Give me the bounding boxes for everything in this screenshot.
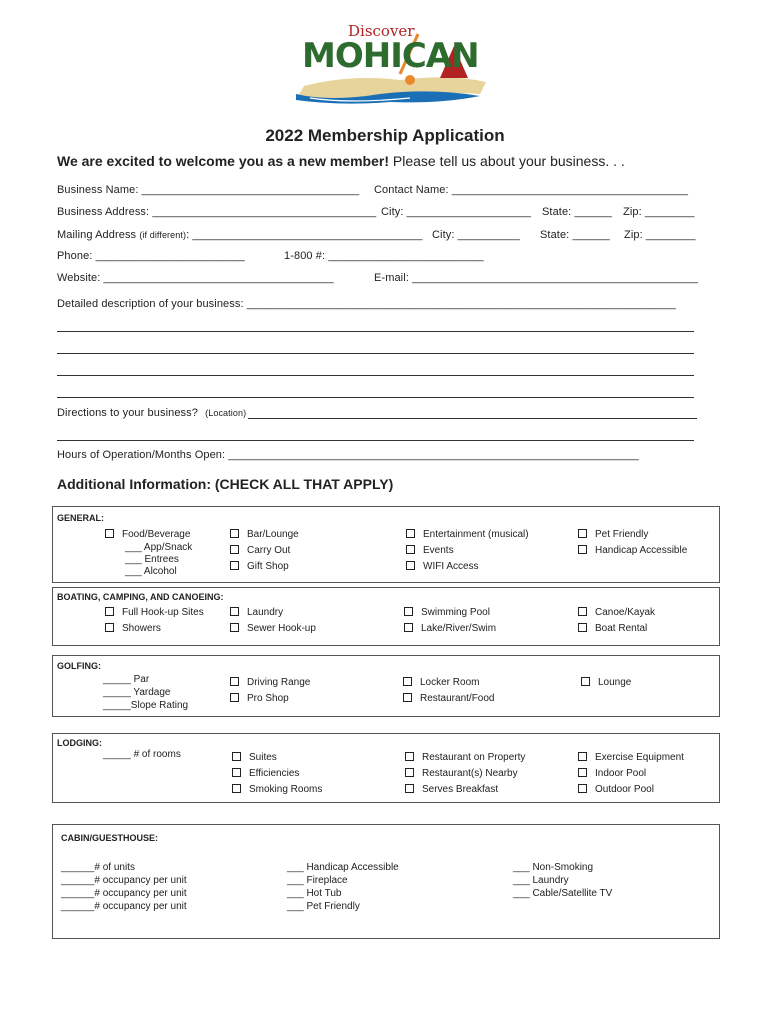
checkbox-label: Pet Friendly — [595, 529, 649, 540]
checkbox-icon[interactable] — [230, 545, 239, 554]
checkbox-label: Restaurant on Property — [422, 752, 526, 763]
boating-boatrental-checkbox[interactable] — [578, 623, 647, 634]
page-title: 2022 Membership Application — [265, 126, 505, 145]
contact-name-field[interactable]: Contact Name: ______________________________________ — [374, 184, 689, 196]
checkbox-icon[interactable] — [232, 784, 241, 793]
checkbox-icon[interactable] — [230, 623, 239, 632]
lodging-restaurant-property-checkbox[interactable] — [405, 752, 525, 763]
checkbox-icon[interactable] — [578, 784, 587, 793]
checkbox-label: Full Hook-up Sites — [122, 607, 204, 618]
logo-text-mohican: MOHICAN — [302, 36, 479, 76]
mailing-zip-field[interactable]: Zip: ________ — [624, 229, 696, 241]
boating-laundry-checkbox[interactable] — [230, 607, 283, 618]
checkbox-icon[interactable] — [105, 529, 114, 538]
logo-text-discover: Discover — [348, 22, 415, 40]
checkbox-label: Suites — [249, 752, 277, 763]
general-food-sub-2[interactable]: ___ Alcohol — [125, 566, 177, 577]
checkbox-icon[interactable] — [403, 677, 412, 686]
checkbox-label: Bar/Lounge — [247, 529, 299, 540]
checkbox-icon[interactable] — [404, 623, 413, 632]
directions-line[interactable] — [248, 418, 697, 419]
general-food-sub-0[interactable]: ___ App/Snack — [125, 542, 193, 553]
golfing-driving-checkbox[interactable] — [230, 677, 310, 688]
general-label: GENERAL: — [57, 513, 104, 523]
state-field[interactable]: State: ______ — [542, 206, 612, 218]
mailing-city-field[interactable]: City: __________ — [432, 229, 520, 241]
description-field[interactable]: Detailed description of your business: _____________________________________________________________________ — [57, 298, 676, 310]
checkbox-label: Lake/River/Swim — [421, 623, 497, 634]
intro-normal: Please tell us about your business. . . — [392, 153, 625, 169]
general-bar-checkbox[interactable] — [230, 529, 299, 540]
checkbox-label: Entertainment (musical) — [423, 529, 529, 540]
checkbox-label: Locker Room — [420, 677, 480, 688]
directions-note: (Location) — [205, 408, 247, 418]
golfing-proshop-checkbox[interactable] — [230, 693, 289, 704]
directions-label: Directions to your business? — [57, 407, 198, 419]
website-field[interactable]: Website: _____________________________________ — [57, 272, 334, 284]
additional-heading: Additional Information: (CHECK ALL THAT APPLY) — [57, 476, 394, 492]
general-pet-checkbox[interactable] — [578, 529, 648, 540]
cabin-occupancy-field-3[interactable]: ______# occupancy per unit — [61, 901, 187, 912]
lodging-smoking-checkbox[interactable] — [232, 784, 322, 795]
checkbox-icon[interactable] — [105, 607, 114, 616]
business-address-field[interactable]: Business Address: ____________________________________ — [57, 206, 377, 218]
general-carryout-checkbox[interactable] — [230, 545, 290, 556]
boating-pool-checkbox[interactable] — [404, 607, 490, 618]
checkbox-icon[interactable] — [406, 545, 415, 554]
lodging-suites-checkbox[interactable] — [232, 752, 277, 763]
boating-showers-checkbox[interactable] — [105, 623, 161, 634]
general-section — [52, 506, 720, 583]
golfing-restaurant-checkbox[interactable] — [403, 693, 495, 704]
lodging-exercise-checkbox[interactable] — [578, 752, 684, 763]
golfing-yardage-field[interactable]: _____ Yardage — [103, 687, 171, 698]
mailing-state-field[interactable]: State: ______ — [540, 229, 610, 241]
checkbox-label: Showers — [122, 623, 161, 634]
description-line-4[interactable] — [57, 397, 694, 398]
logo — [290, 22, 490, 104]
cabin-label: CABIN/GUESTHOUSE: — [61, 833, 159, 843]
cabin-petfriendly-field[interactable]: ___ Pet Friendly — [287, 901, 360, 912]
checkbox-icon[interactable] — [403, 693, 412, 702]
intro-text — [57, 153, 625, 169]
checkbox-icon[interactable] — [578, 607, 587, 616]
checkbox-icon[interactable] — [581, 677, 590, 686]
checkbox-label: Carry Out — [247, 545, 291, 556]
general-food-checkbox[interactable] — [105, 529, 190, 540]
general-events-checkbox[interactable] — [406, 545, 454, 556]
checkbox-label: Food/Beverage — [122, 529, 191, 540]
checkbox-icon[interactable] — [230, 529, 239, 538]
hours-field[interactable]: Hours of Operation/Months Open: __________________________________________________________________ — [57, 449, 639, 461]
checkbox-label: Laundry — [247, 607, 284, 618]
general-entertainment-checkbox[interactable] — [406, 529, 529, 540]
business-name-field[interactable]: Business Name: ___________________________________ — [57, 184, 360, 196]
checkbox-label: Swimming Pool — [421, 607, 490, 618]
boating-sewer-checkbox[interactable] — [230, 623, 316, 634]
lodging-rooms-field[interactable]: _____ # of rooms — [103, 749, 181, 760]
checkbox-label: Sewer Hook-up — [247, 623, 316, 634]
checkbox-icon[interactable] — [230, 561, 239, 570]
checkbox-label: Restaurant(s) Nearby — [422, 768, 518, 779]
checkbox-label: Driving Range — [247, 677, 311, 688]
checkbox-icon[interactable] — [232, 752, 241, 761]
cabin-hottub-field[interactable]: ___ Hot Tub — [287, 888, 342, 899]
cabin-handicap-field[interactable]: ___ Handicap Accessible — [287, 862, 399, 873]
checkbox-label: Serves Breakfast — [422, 784, 499, 795]
mailing-address-note: (if different) — [139, 230, 187, 240]
lodging-section — [52, 733, 720, 803]
checkbox-label: Outdoor Pool — [595, 784, 654, 795]
boating-label: BOATING, CAMPING, AND CANOEING: — [57, 592, 224, 602]
checkbox-icon[interactable] — [232, 768, 241, 777]
lodging-restaurant-nearby-checkbox[interactable] — [405, 768, 518, 779]
cabin-occupancy-field-2[interactable]: ______# occupancy per unit — [61, 888, 187, 899]
checkbox-label: Efficiencies — [249, 768, 300, 779]
tollfree-field[interactable]: 1-800 #: _________________________ — [284, 250, 484, 262]
boating-lake-checkbox[interactable] — [404, 623, 496, 634]
golfing-par-field[interactable]: _____ Par — [103, 674, 150, 685]
lodging-label: LODGING: — [57, 738, 102, 748]
checkbox-label: WIFI Access — [423, 561, 479, 572]
intro-bold: We are excited to welcome you as a new member! — [57, 153, 389, 169]
email-field[interactable]: E-mail: ______________________________________________ — [374, 272, 699, 284]
checkbox-label: Exercise Equipment — [595, 752, 684, 763]
checkbox-icon[interactable] — [404, 607, 413, 616]
checkbox-label: Boat Rental — [595, 623, 648, 634]
checkbox-label: Restaurant/Food — [420, 693, 495, 704]
checkbox-icon[interactable] — [405, 784, 414, 793]
checkbox-icon[interactable] — [578, 768, 587, 777]
description-line-1[interactable] — [57, 331, 694, 332]
checkbox-icon[interactable] — [405, 768, 414, 777]
checkbox-label: Canoe/Kayak — [595, 607, 656, 618]
golfing-locker-checkbox[interactable] — [403, 677, 479, 688]
checkbox-icon[interactable] — [405, 752, 414, 761]
cabin-laundry-field[interactable]: ___ Laundry — [513, 875, 569, 886]
cabin-nonsmoking-field[interactable]: ___ Non-Smoking — [513, 862, 594, 873]
lodging-breakfast-checkbox[interactable] — [405, 784, 498, 795]
checkbox-label: Indoor Pool — [595, 768, 647, 779]
description-line-2[interactable] — [57, 353, 694, 354]
lodging-indoorpool-checkbox[interactable] — [578, 768, 646, 779]
cabin-occupancy-field-1[interactable]: ______# occupancy per unit — [61, 875, 187, 886]
checkbox-label: Handicap Accessible — [595, 545, 688, 556]
cabin-cable-field[interactable]: ___ Cable/Satellite TV — [513, 888, 613, 899]
checkbox-icon[interactable] — [230, 677, 239, 686]
checkbox-icon[interactable] — [578, 529, 587, 538]
boating-canoe-checkbox[interactable] — [578, 607, 655, 618]
checkbox-icon[interactable] — [230, 607, 239, 616]
checkbox-label: Smoking Rooms — [249, 784, 323, 795]
boating-fullhookup-checkbox[interactable] — [105, 607, 204, 618]
checkbox-icon[interactable] — [406, 561, 415, 570]
mailing-address-line: : _____________________________________ — [186, 229, 423, 241]
cabin-section — [52, 824, 720, 939]
general-wifi-checkbox[interactable] — [406, 561, 479, 572]
golfing-lounge-checkbox[interactable] — [581, 677, 631, 688]
directions-field[interactable] — [57, 407, 246, 419]
boating-section — [52, 587, 720, 646]
checkbox-icon[interactable] — [230, 693, 239, 702]
checkbox-icon[interactable] — [578, 752, 587, 761]
mailing-address-label: Mailing Address — [57, 229, 137, 241]
description-line-3[interactable] — [57, 375, 694, 376]
general-giftshop-checkbox[interactable] — [230, 561, 289, 572]
mailing-address-field[interactable] — [57, 229, 422, 241]
phone-field[interactable]: Phone: ________________________ — [57, 250, 245, 262]
golfing-section — [52, 655, 720, 717]
checkbox-icon[interactable] — [578, 545, 587, 554]
lodging-outdoorpool-checkbox[interactable] — [578, 784, 654, 795]
checkbox-label: Pro Shop — [247, 693, 289, 704]
lodging-efficiencies-checkbox[interactable] — [232, 768, 299, 779]
checkbox-label: Gift Shop — [247, 561, 289, 572]
zip-field[interactable]: Zip: ________ — [623, 206, 695, 218]
checkbox-icon[interactable] — [105, 623, 114, 632]
checkbox-label: Lounge — [598, 677, 632, 688]
city-field[interactable]: City: ____________________ — [381, 206, 532, 218]
directions-line-2[interactable] — [57, 440, 694, 441]
checkbox-icon[interactable] — [578, 623, 587, 632]
general-food-sub-1[interactable]: ___ Entrees — [125, 554, 179, 565]
cabin-units-field[interactable]: ______# of units — [61, 862, 135, 873]
checkbox-label: Events — [423, 545, 454, 556]
golfing-slope-field[interactable]: _____Slope Rating — [103, 700, 189, 711]
general-handicap-checkbox[interactable] — [578, 545, 687, 556]
golfing-label: GOLFING: — [57, 661, 101, 671]
cabin-fireplace-field[interactable]: ___ Fireplace — [287, 875, 348, 886]
checkbox-icon[interactable] — [406, 529, 415, 538]
